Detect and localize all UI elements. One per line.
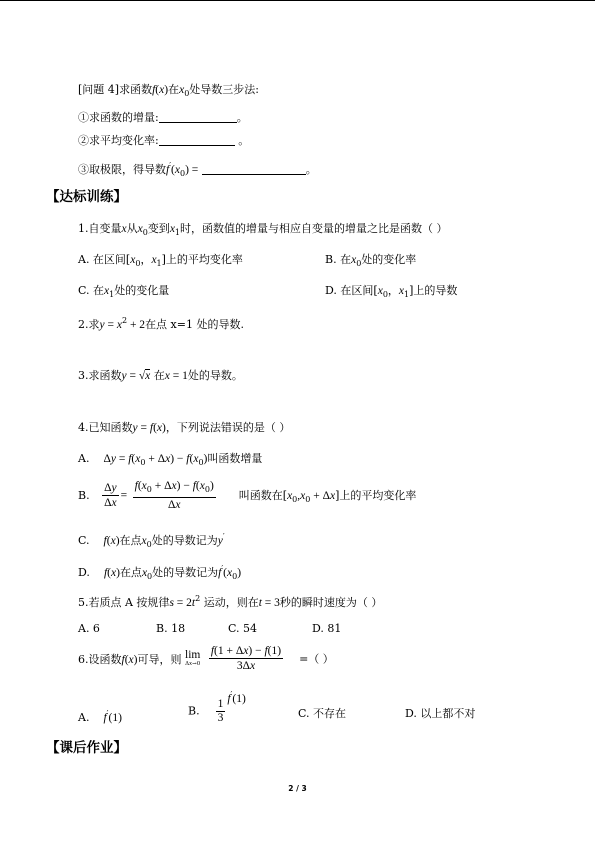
section-practice-heading: 【达标训练】 [46,189,127,205]
q5-option-a[interactable]: A. 6 [78,622,100,635]
q1-option-d[interactable]: D. 在区间[$x_0$，$x_1$]上的导数 [325,284,458,299]
q6-option-a[interactable]: A. f′(1) [78,709,122,724]
q4-option-d[interactable]: D. f(x)在点$x_0$处的导数记为$f'(x_0)$ [78,564,242,581]
q3-stem: 3.求函数y = √x 在x = 1处的导数。 [78,369,243,382]
blank-increment[interactable] [159,110,237,123]
q4-option-c[interactable]: C. f(x)在点$x_0$处的导数记为y′ [78,532,225,549]
q1-stem: 1.自变量x从$x_0$变到$x_1$时，函数值的增量与相应自变量的增量之比是函数（ ） [78,222,448,237]
q5-stem: 5.若质点 A 按规律$s = 2t^2$ 运动，则在t = 3秒的瞬时速度为（ ） [78,594,383,609]
header-rule [0,0,595,1]
blank-average-rate[interactable] [159,133,235,146]
q6-option-b[interactable]: B. $\frac{1}{3}$ f′(1) [188,690,246,724]
q4-option-a[interactable]: A. $\Delta y = f(x_0 + \Delta x) - f(x_0)$叫函数增量 [78,452,263,467]
q1-option-a[interactable]: A. 在区间[$x_0$，$x_1$]上的平均变化率 [78,253,243,268]
q2-stem: 2.求$y = x^2 + 2$在点 x=1 处的导数. [78,316,244,331]
step1-line: ①求函数的增量: 。 [78,111,248,124]
section-homework-heading: 【课后作业】 [46,740,127,756]
question4-title: [问题 4]求函数f(x)在$x_0$处导数三步法: [78,83,259,98]
step3-line: ③取极限，得导数$f'(x_0)$ = 。 [78,161,317,178]
page-number: 2 / 3 [288,784,307,793]
q5-option-d[interactable]: D. 81 [312,622,342,635]
q6-option-d[interactable]: D. 以上都不对 [405,707,476,720]
q6-option-c[interactable]: C. 不存在 [298,707,347,720]
q1-option-c[interactable]: C. 在$x_1$处的变化量 [78,284,170,299]
step2-line: ②求平均变化率: 。 [78,134,250,147]
q4-option-b[interactable]: B. $\frac{\Delta y}{\Delta x}$ = $\frac{f(x_0 + \Delta x) - f(x_0)}{\Delta x}$ 叫函数在$[x_0,x_0 + \Delta x]$上的平均变化率 [78,480,417,511]
q5-option-b[interactable]: B. 18 [156,622,186,635]
q5-option-c[interactable]: C. 54 [228,622,258,635]
blank-derivative[interactable] [202,162,306,175]
q1-option-b[interactable]: B. 在$x_0$处的变化率 [325,253,417,268]
q6-stem: 6.设函数f(x)可导，则 lim Δx→0 $\frac{f(1 + \Delta x) - f(1)}{3\Delta x}$ =（ ） [78,645,334,672]
q4-stem: 4.已知函数y = f(x)，下列说法错误的是（ ） [78,421,291,434]
